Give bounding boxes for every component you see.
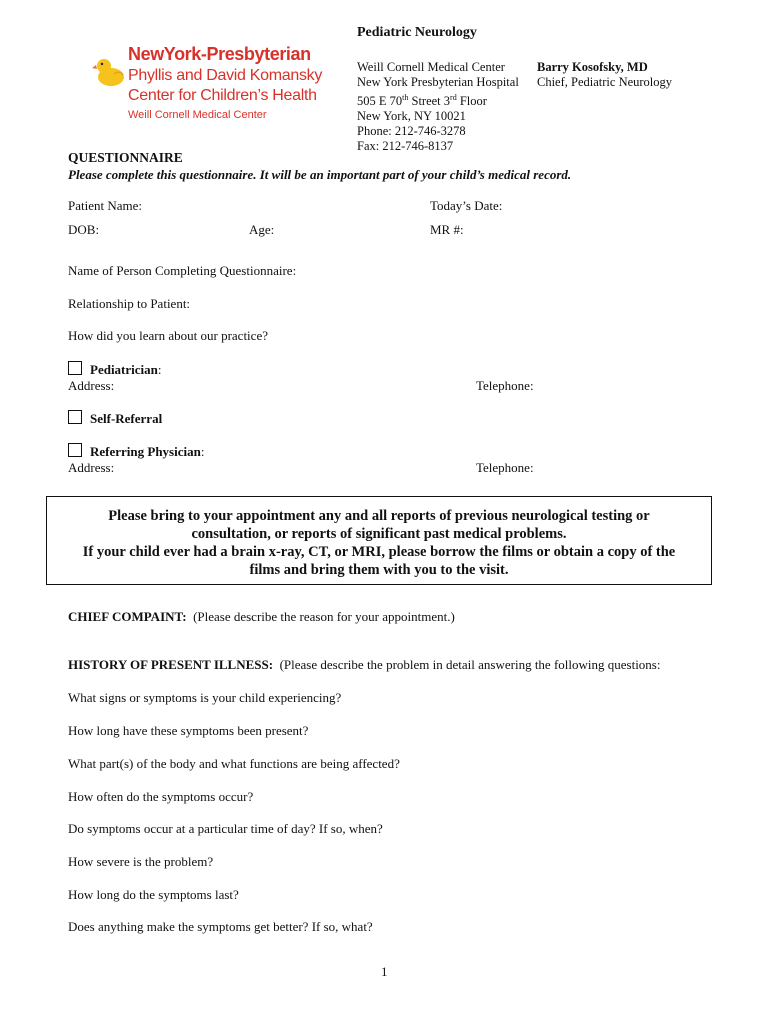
history-question: What part(s) of the body and what functions are being affected? xyxy=(68,756,400,771)
dob-label: DOB: xyxy=(68,222,100,237)
notice-line: If your child ever had a brain x-ray, CT, or MRI, please borrow the films or obtain a copy of the xyxy=(82,544,676,560)
physician-telephone-label: Telephone: xyxy=(476,460,534,475)
notice-line: consultation, or reports of significant past medical problems. xyxy=(191,526,567,542)
history-heading xyxy=(68,657,660,673)
doctor-block xyxy=(537,60,672,90)
city-line: New York, NY 10021 xyxy=(357,109,466,124)
history-question: What signs or symptoms is your child experiencing? xyxy=(68,690,342,705)
duck-icon xyxy=(92,56,126,88)
age-label: Age: xyxy=(249,222,275,237)
history-question: Do symptoms occur at a particular time of day? If so, when? xyxy=(68,821,383,836)
questionnaire-instruction: Please complete this questionnaire. It will be an important part of your child’s medical record. xyxy=(68,167,572,182)
logo-line-4: Weill Cornell Medical Center xyxy=(128,109,267,121)
history-text: (Please describe the problem in detail answering the following questions: xyxy=(279,657,661,672)
address-line: Weill Cornell Medical Center xyxy=(357,60,505,74)
self-referral-label: Self-Referral xyxy=(90,411,163,426)
pediatrician-checkbox[interactable] xyxy=(68,361,82,375)
doctor-title: Chief, Pediatric Neurology xyxy=(537,75,673,89)
hospital-logo xyxy=(92,44,332,124)
chief-complaint-label: CHIEF COMPAINT: xyxy=(68,609,187,624)
referring-physician-label: Referring Physician xyxy=(90,444,201,459)
notice-line: Please bring to your appointment any and all reports of previous neurological testing or xyxy=(108,508,650,524)
pediatrician-address-label: Address: xyxy=(68,378,115,393)
chief-complaint-text: (Please describe the reason for your appointment.) xyxy=(193,609,455,624)
physician-address-label: Address: xyxy=(68,460,115,475)
history-question: How long do the symptoms last? xyxy=(68,887,239,902)
history-label: HISTORY OF PRESENT ILLNESS: xyxy=(68,657,274,672)
learn-question: How did you learn about our practice? xyxy=(68,328,268,343)
department-title: Pediatric Neurology xyxy=(357,25,477,40)
self-referral-option[interactable] xyxy=(68,410,162,427)
mr-label: MR #: xyxy=(430,222,464,237)
completer-label: Name of Person Completing Questionnaire: xyxy=(68,263,297,278)
history-question: How often do the symptoms occur? xyxy=(68,789,254,804)
logo-line-1: NewYork-Presbyterian xyxy=(128,44,311,64)
referring-physician-option[interactable]: Referring Physician: xyxy=(68,443,204,460)
todays-date-label: Today’s Date: xyxy=(430,198,503,213)
fax-line: Fax: 212-746-8137 xyxy=(357,139,454,154)
notice-line: films and bring them with you to the visit. xyxy=(249,562,509,578)
referring-physician-checkbox[interactable] xyxy=(68,443,82,457)
address-block xyxy=(357,60,519,154)
phone-line: Phone: 212-746-3278 xyxy=(357,124,466,139)
relationship-label: Relationship to Patient: xyxy=(68,296,191,311)
history-question: Does anything make the symptoms get better? If so, what? xyxy=(68,919,373,934)
pediatrician-telephone-label: Telephone: xyxy=(476,378,534,393)
notice-box xyxy=(46,496,712,585)
logo-line-3: Center for Children’s Health xyxy=(128,87,317,104)
history-question: How severe is the problem? xyxy=(68,854,214,869)
logo-line-2: Phyllis and David Komansky xyxy=(128,67,323,84)
page-number: 1 xyxy=(381,964,388,979)
pediatrician-label: Pediatrician xyxy=(90,362,158,377)
address-line: New York Presbyterian Hospital xyxy=(357,75,519,89)
chief-complaint xyxy=(68,609,455,625)
questionnaire-heading: QUESTIONNAIRE xyxy=(68,150,183,165)
pediatrician-option[interactable]: Pediatrician: xyxy=(68,361,162,378)
street-line: 505 E 70th Street 3rd Floor xyxy=(357,93,487,109)
self-referral-checkbox[interactable] xyxy=(68,410,82,424)
patient-name-label: Patient Name: xyxy=(68,198,143,213)
doctor-name: Barry Kosofsky, MD xyxy=(537,60,648,74)
history-question: How long have these symptoms been present? xyxy=(68,723,309,738)
